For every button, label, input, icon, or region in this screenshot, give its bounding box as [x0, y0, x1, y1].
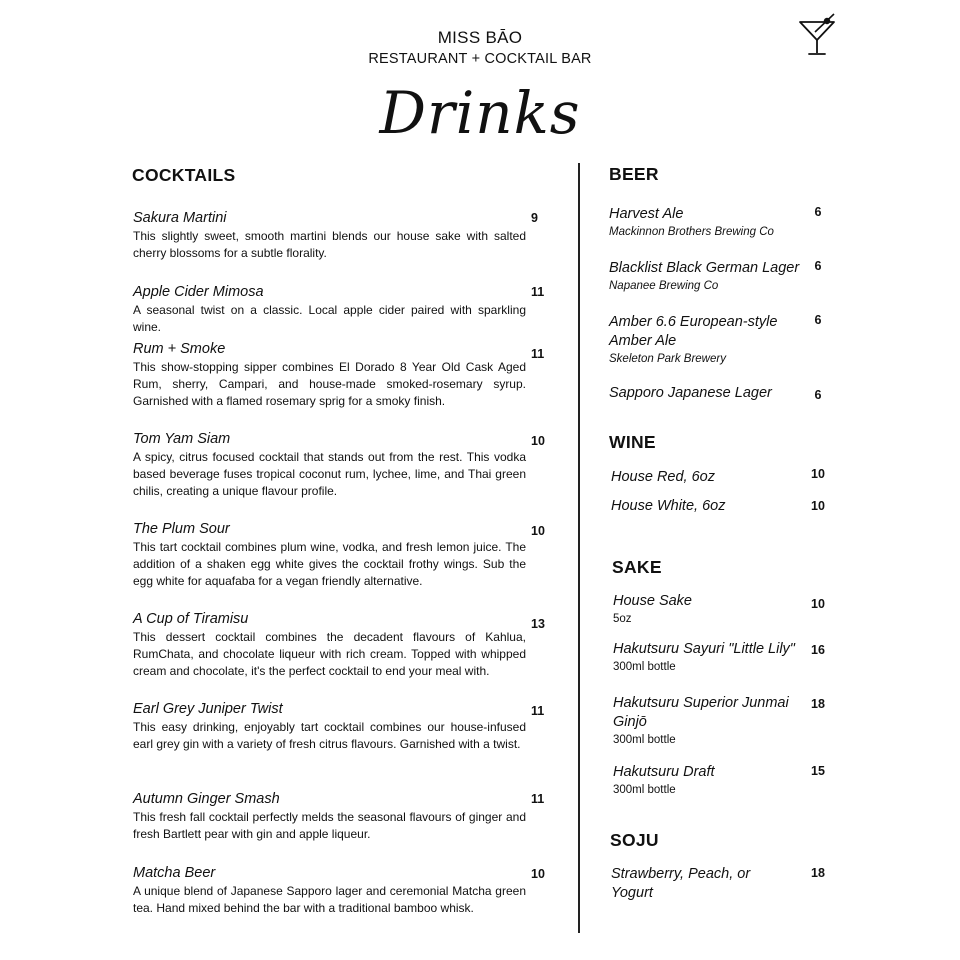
item-name: Tom Yam Siam — [133, 431, 231, 447]
beer-heading: BEER — [609, 164, 659, 184]
wine-heading: WINE — [609, 432, 656, 452]
cocktail-item — [133, 790, 526, 843]
page-title: Drinks — [379, 79, 581, 147]
item-name: The Plum Sour — [133, 521, 230, 537]
beer-item — [609, 384, 799, 403]
item-name: Autumn Ginger Smash — [133, 791, 280, 807]
item-brewery: Mackinnon Brothers Brewing Co — [609, 226, 774, 238]
brand-tagline: RESTAURANT + COCKTAIL BAR — [368, 51, 592, 67]
item-brewery: Skeleton Park Brewery — [609, 353, 726, 365]
item-name: Hakutsuru Sayuri "Little Lily" — [613, 641, 795, 657]
cocktails-heading: COCKTAILS — [132, 165, 236, 185]
beer-item — [609, 205, 799, 240]
item-price: 13 — [531, 617, 545, 631]
item-price: 6 — [814, 259, 822, 273]
item-price: 11 — [531, 704, 545, 718]
cocktail-item — [133, 209, 526, 262]
item-price: 10 — [811, 597, 825, 611]
item-price: 11 — [531, 285, 545, 299]
sake-item — [613, 640, 798, 675]
item-name: Sapporo Japanese Lager — [609, 385, 772, 401]
item-price: 10 — [811, 467, 825, 481]
item-description: This tart cocktail combines plum wine, vodka, and fresh lemon juice. The addition of a shaken egg white gives the cocktail frothy wings. Sub the egg white for aquafaba for a vegan friendly alternative. — [133, 540, 526, 588]
soju-item — [611, 865, 781, 903]
item-name: Matcha Beer — [133, 865, 216, 881]
item-price: 9 — [531, 211, 538, 225]
item-price: 6 — [814, 388, 822, 402]
item-name: Hakutsuru Superior Junmai Ginjō — [613, 695, 789, 730]
item-price: 10 — [531, 867, 545, 881]
item-name: Strawberry, Peach, or Yogurt — [611, 866, 751, 901]
item-name: House Red, 6oz — [611, 469, 715, 485]
item-description: This dessert cocktail combines the decadent flavours of Kahlua, RumChata, and chocolate liqueur with rich cream. Topped with whipped cream and chocolate, it's the perfect cocktail to end your meal with. — [133, 630, 526, 678]
item-brewery: Napanee Brewing Co — [609, 280, 719, 292]
item-price: 18 — [811, 866, 825, 880]
item-description: A unique blend of Japanese Sapporo lager and ceremonial Matcha green tea. Hand mixed behind the bar with a traditional bamboo whisk. — [133, 884, 526, 915]
item-description: A seasonal twist on a classic. Local apple cider paired with sparkling wine. — [133, 303, 526, 334]
item-name: Amber 6.6 European-style Amber Ale — [609, 314, 778, 349]
item-size: 300ml bottle — [613, 734, 676, 746]
cocktail-item — [133, 520, 526, 590]
item-price: 11 — [531, 792, 545, 806]
item-description: A spicy, citrus focused cocktail that stands out from the rest. This vodka based beverage fuses tropical coconut rum, lychee, lime, and Thai green chilis, creating a unique flavour profile. — [133, 450, 526, 498]
soju-heading: SOJU — [610, 830, 659, 850]
item-size: 300ml bottle — [613, 661, 676, 673]
item-name: Blacklist Black German Lager — [609, 260, 800, 276]
item-name: Sakura Martini — [133, 210, 227, 226]
item-name: Apple Cider Mimosa — [133, 284, 264, 300]
sake-item — [613, 592, 803, 627]
sake-item — [613, 763, 803, 798]
beer-item — [609, 259, 809, 294]
sake-heading: SAKE — [612, 557, 662, 577]
martini-glass-icon — [796, 12, 840, 58]
cocktail-item — [133, 610, 526, 680]
item-size: 300ml bottle — [613, 784, 676, 796]
cocktail-item — [133, 864, 526, 917]
item-name: A Cup of Tiramisu — [133, 611, 249, 627]
item-price: 15 — [811, 764, 825, 778]
item-description: This slightly sweet, smooth martini blends our house sake with salted cherry blossoms for a subtle florality. — [133, 229, 526, 260]
item-price: 11 — [531, 347, 545, 361]
item-name: Earl Grey Juniper Twist — [133, 701, 283, 717]
item-price: 18 — [811, 697, 825, 711]
item-price: 16 — [811, 643, 825, 657]
item-name: House White, 6oz — [611, 498, 726, 514]
item-price: 10 — [531, 524, 545, 538]
column-divider — [578, 163, 580, 933]
wine-item — [611, 497, 801, 516]
item-description: This show-stopping sipper combines El Dorado 8 Year Old Cask Aged Rum, sherry, Campari, and house-made smoked-rosemary syrup. Garnished with a flamed rosemary sprig for a smoky finish. — [133, 360, 526, 408]
item-price: 10 — [811, 499, 825, 513]
wine-item — [611, 468, 801, 487]
item-name: Hakutsuru Draft — [613, 764, 715, 780]
cocktail-item — [133, 430, 526, 500]
item-price: 6 — [814, 313, 822, 327]
beer-item — [609, 313, 789, 367]
sake-item — [613, 694, 793, 748]
brand-name: MISS BĀO — [437, 28, 523, 47]
cocktail-item — [133, 700, 526, 753]
item-name: House Sake — [613, 593, 692, 609]
item-description: This fresh fall cocktail perfectly melds the seasonal flavours of ginger and fresh Bartlett pear with gin and apple liqueur. — [133, 810, 526, 841]
item-name: Rum + Smoke — [133, 341, 226, 357]
item-price: 10 — [531, 434, 545, 448]
item-size: 5oz — [613, 613, 632, 625]
cocktail-item — [133, 283, 526, 336]
cocktail-item — [133, 340, 526, 410]
item-name: Harvest Ale — [609, 206, 684, 222]
item-price: 6 — [814, 205, 822, 219]
item-description: This easy drinking, enjoyably tart cocktail combines our house-infused earl grey gin with a variety of fresh citrus flavours. Garnished with a twist. — [133, 720, 526, 751]
